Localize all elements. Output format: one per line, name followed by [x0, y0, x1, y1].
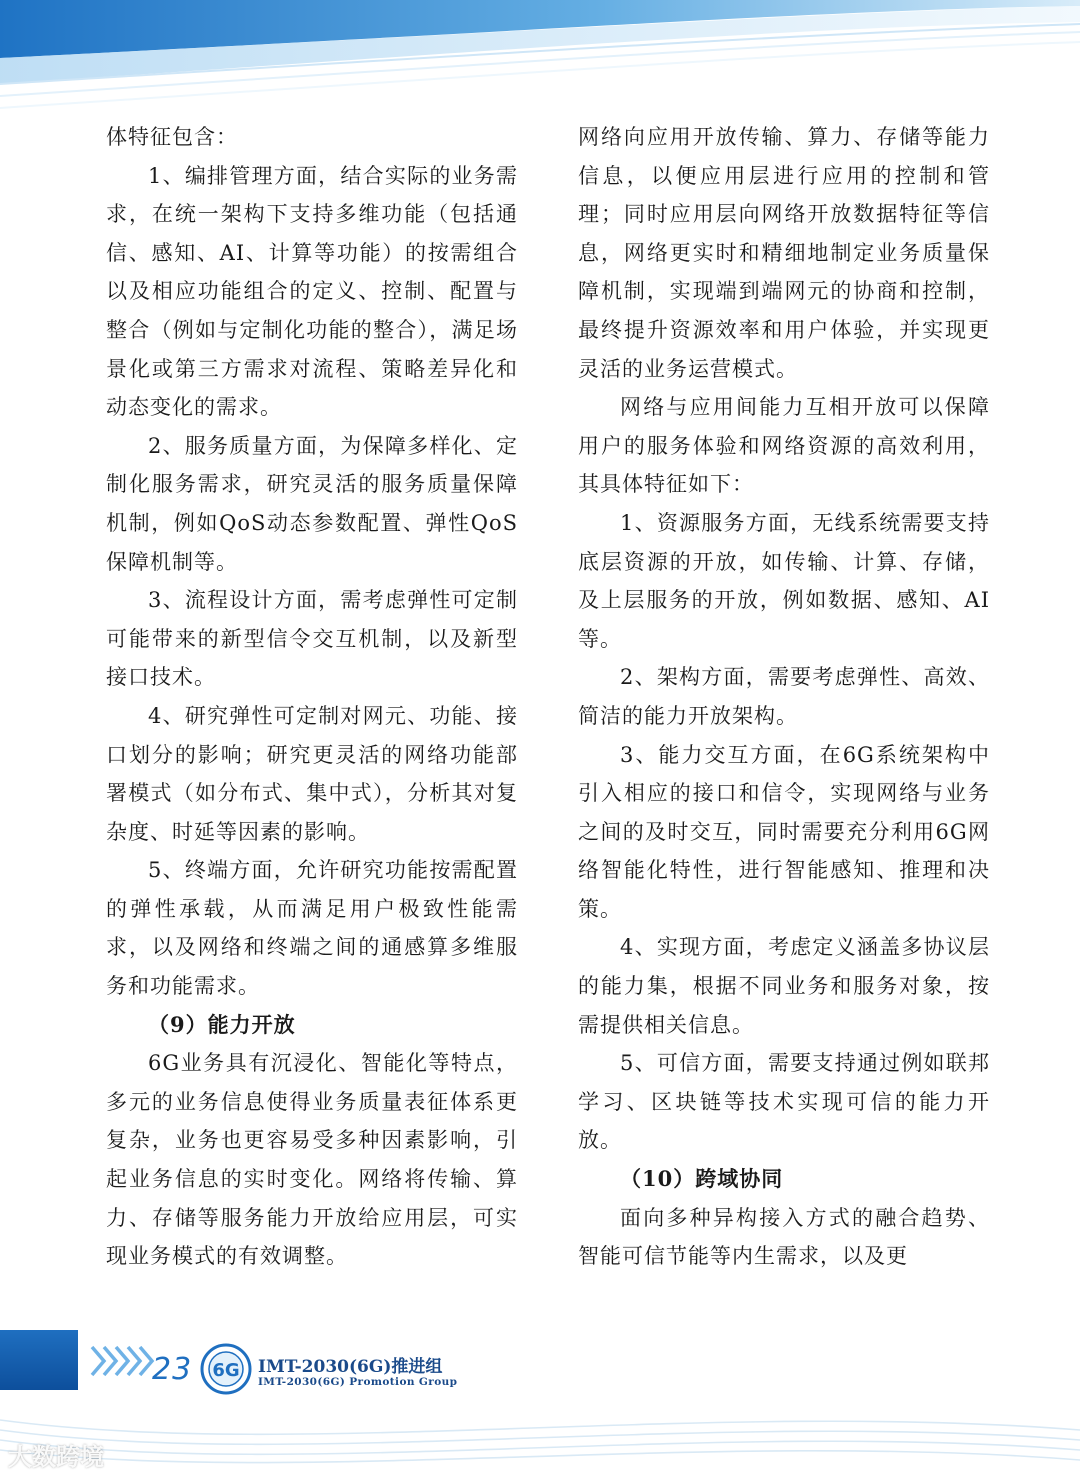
imt2030-logo-icon — [200, 1343, 252, 1395]
chevron-arrows-icon — [88, 1343, 162, 1379]
paragraph: 3、能力交互方面，在6G系统架构中引入相应的接口和信令，实现网络与业务之间的及时交互，同时需要充分利用6G网络智能化特性，进行智能感知、推理和决策。 — [578, 742, 990, 921]
watermark: 大数跨境 — [8, 1443, 104, 1471]
footer-wave-decoration — [0, 1390, 1080, 1476]
paragraph: 4、研究弹性可定制对网元、功能、接口划分的影响；研究更灵活的网络功能部署模式（如分布式、集中式），分析其对复杂度、时延等因素的影响。 — [106, 703, 518, 844]
paragraph: 1、编排管理方面，结合实际的业务需求，在统一架构下支持多维功能（包括通信、感知、AI、计算等功能）的按需组合以及相应功能组合的定义、控制、配置与整合（例如与定制化功能的整合），满足场景化或第三方需求对流程、策略差异化和动态变化的需求。 — [106, 163, 518, 420]
organization-name: IMT-2030(6G)推进组 — [258, 1357, 443, 1377]
paragraph: 面向多种异构接入方式的融合趋势、智能可信节能等内生需求，以及更 — [578, 1205, 990, 1269]
right-column — [578, 118, 990, 1276]
section-heading: （9）能力开放 — [148, 1011, 296, 1037]
paragraph: 体特征包含： — [106, 125, 238, 149]
paragraph: 5、终端方面，允许研究功能按需配置的弹性承载，从而满足用户极致性能需求，以及网络和终端之间的通感算多维服务和功能需求。 — [106, 858, 518, 999]
page-number: 23 — [152, 1352, 193, 1387]
paragraph: 网络向应用开放传输、算力、存储等能力信息，以便应用层进行应用的控制和管理；同时应用层向网络开放数据特征等信息，网络更实时和精细地制定业务质量保障机制，实现端到端网元的协商和控制，最终提升资源效率和用户体验，并实现更灵活的业务运营模式。 — [578, 125, 990, 381]
paragraph: 6G业务具有沉浸化、智能化等特点，多元的业务信息使得业务质量表征体系更复杂，业务也更容易受多种因素影响，引起业务信息的实时变化。网络将传输、算力、存储等服务能力开放给应用层，可实现业务模式的有效调整。 — [106, 1051, 518, 1269]
paragraph: 4、实现方面，考虑定义涵盖多协议层的能力集，根据不同业务和服务对象，按需提供相关信息。 — [578, 935, 990, 1037]
paragraph: 网络与应用间能力互相开放可以保障用户的服务体验和网络资源的高效利用，其具体特征如下： — [578, 395, 990, 497]
logo-text: 6G — [212, 1360, 240, 1381]
header-wave-decoration — [0, 0, 1080, 120]
paragraph: 1、资源服务方面，无线系统需要支持底层资源的开放，如传输、计算、存储，及上层服务的开放，例如数据、感知、AI等。 — [578, 510, 990, 651]
left-column — [106, 118, 518, 1276]
organization-name-english: IMT-2030(6G) Promotion Group — [258, 1376, 458, 1388]
section-heading: （10）跨域协同 — [620, 1166, 784, 1192]
paragraph: 2、服务质量方面，为保障多样化、定制化服务需求，研究灵活的服务质量保障机制，例如QoS动态参数配置、弹性QoS保障机制等。 — [106, 433, 518, 574]
footer-accent-bar — [0, 1330, 78, 1390]
paragraph: 5、可信方面，需要支持通过例如联邦学习、区块链等技术实现可信的能力开放。 — [578, 1051, 990, 1153]
paragraph: 2、架构方面，需要考虑弹性、高效、简洁的能力开放架构。 — [578, 665, 990, 728]
paragraph: 3、流程设计方面，需考虑弹性可定制可能带来的新型信令交互机制，以及新型接口技术。 — [106, 588, 518, 690]
